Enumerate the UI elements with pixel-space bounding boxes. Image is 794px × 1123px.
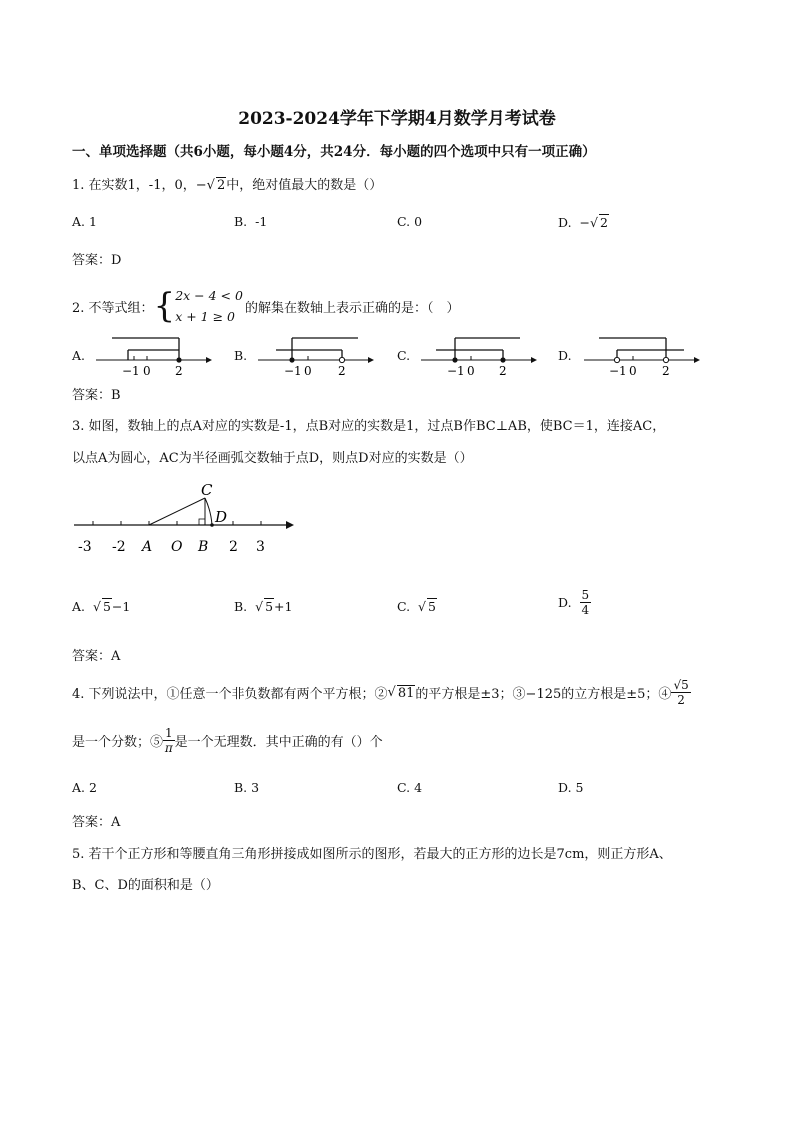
option-tail: +1	[274, 599, 293, 614]
answer-value: A	[111, 649, 121, 664]
option-text: 1	[89, 214, 97, 229]
option-text: 0	[414, 214, 423, 229]
page-title: 2023-2024学年下学期4月数学月考试卷	[238, 109, 556, 129]
option-label: A.	[72, 780, 86, 795]
q5-line-2: B、C、D的面积和是（）	[72, 878, 219, 893]
option-fraction	[580, 588, 592, 617]
option-text: 4	[414, 780, 423, 795]
tick-label: 2	[229, 539, 238, 555]
option-label: A.	[72, 599, 86, 614]
q2-option-a-numberline[interactable]	[96, 338, 212, 378]
point-d-label: D	[215, 508, 228, 526]
q3-option-c[interactable]: C. √ 5	[397, 599, 436, 614]
q4-text-b: 的平方根是±3；③−125的立方根是±5；④	[415, 687, 672, 702]
fraction-denominator: 2	[677, 693, 685, 707]
answer-label: 答案：	[72, 815, 112, 830]
q3-option-b[interactable]: B. √ 5+1	[234, 599, 293, 614]
fraction-denominator: 4	[581, 603, 590, 617]
option-text: -1	[255, 214, 268, 229]
tick-label: 0	[304, 364, 312, 378]
q4-option-c[interactable]	[397, 780, 422, 795]
option-label: C.	[397, 214, 411, 229]
q2-stem-a: 2. 不等式组：	[72, 300, 154, 316]
q2-number-lines	[0, 330, 794, 380]
option-text: 2	[89, 780, 97, 795]
q2-option-c-label: C.	[397, 348, 411, 363]
answer-label: 答案：	[72, 253, 112, 268]
option-label: A.	[72, 214, 86, 229]
q1-answer	[72, 249, 121, 268]
option-text: 5	[575, 780, 584, 795]
option-text: 3	[251, 780, 260, 795]
answer-label: 答案：	[72, 649, 112, 664]
fraction-numerator: √5	[673, 678, 689, 692]
q2-option-c-numberline[interactable]	[421, 338, 537, 378]
option-label: B.	[234, 599, 248, 614]
q4-text-c: 是一个分数；⑤	[72, 735, 164, 750]
option-text: −	[579, 215, 590, 230]
option-sqrt: 2	[599, 215, 608, 230]
q2-stem	[72, 285, 459, 327]
answer-value: D	[111, 253, 122, 268]
q4-answer	[72, 811, 120, 830]
option-label: B.	[234, 780, 248, 795]
tick-label: −1	[447, 364, 465, 378]
q1-neg: −	[195, 178, 207, 193]
option-label: D.	[558, 215, 572, 230]
option-sqrt: 5	[428, 599, 436, 614]
q2-answer	[72, 384, 121, 403]
q5-line-1: 5. 若干个正方形和等腰直角三角形拼接成如图所示的图形，若最大的正方形的边长是7cm，则正方形A、	[72, 847, 672, 862]
q3-answer	[72, 645, 120, 664]
q2-ineq-1: 2x − 4 < 0	[175, 288, 243, 303]
q2-option-b-label: B.	[234, 348, 248, 363]
q2-ineq-2: x + 1 ≥ 0	[175, 309, 235, 324]
point-c-label: C	[201, 481, 213, 499]
q1-stem-b: 中，绝对值最大的数是（）	[226, 178, 383, 193]
q4-line-2	[72, 726, 383, 755]
tick-label: O	[171, 539, 183, 555]
q1-option-b[interactable]	[234, 214, 267, 229]
tick-label: -3	[78, 539, 92, 555]
option-label: C.	[397, 780, 411, 795]
fraction-numerator: 5	[581, 588, 590, 602]
q1-sqrt: 2	[216, 178, 226, 193]
q4-sqrt: 81	[397, 685, 415, 701]
option-label: D.	[558, 780, 572, 795]
fraction-numerator: 1	[165, 726, 173, 740]
tick-label: −1	[284, 364, 302, 378]
answer-value: A	[111, 815, 121, 830]
q1-option-a[interactable]	[72, 214, 97, 229]
tick-label: A	[142, 539, 153, 555]
q2-option-d-label: D.	[558, 348, 572, 363]
brace-icon: {	[153, 286, 176, 326]
q3-option-d[interactable]	[558, 588, 591, 617]
answer-label: 答案：	[72, 388, 112, 403]
q1-option-d[interactable]: D. −√ 2	[558, 215, 608, 230]
tick-label: 0	[143, 364, 151, 378]
q1-stem-a: 1. 在实数1，-1，0，	[72, 178, 196, 193]
option-label: B.	[234, 214, 248, 229]
q2-option-d-numberline[interactable]	[584, 338, 700, 378]
tick-label: 2	[499, 364, 507, 378]
q2-option-a-label: A.	[72, 348, 86, 363]
option-sqrt: 5	[102, 599, 111, 614]
option-label: C.	[397, 599, 411, 614]
tick-label: 2	[175, 364, 183, 378]
q4-option-a[interactable]	[72, 780, 97, 795]
q3-figure	[60, 478, 310, 558]
tick-label: 3	[256, 539, 265, 555]
tick-label: -2	[112, 539, 126, 555]
option-label: D.	[558, 595, 572, 610]
tick-label: 2	[338, 364, 346, 378]
tick-label: 2	[662, 364, 670, 378]
q4-fraction-4	[671, 678, 690, 707]
q4-text-a: 4. 下列说法中，①任意一个非负数都有两个平方根；②	[72, 687, 388, 702]
q4-text-d: 是一个无理数．其中正确的有（）个	[174, 735, 383, 750]
q3-line-1: 3. 如图，数轴上的点A对应的实数是-1，点B对应的实数是1，过点B作BC⊥AB，使BC＝1，连接AC，	[72, 419, 666, 434]
q3-option-a[interactable]: A. √ 5−1	[72, 599, 131, 614]
q4-line-1: 4. 下列说法中，①任意一个非负数都有两个平方根；② √ 81 的平方根是±3；③−125的立方根是±5；④ $\frac{√5}{2}$	[72, 678, 689, 707]
q3-line-2: 以点A为圆心，AC为半径画弧交数轴于点D，则点D对应的实数是（）	[72, 451, 473, 466]
answer-value: B	[111, 388, 121, 403]
tick-label: B	[198, 539, 209, 555]
tick-label: 0	[467, 364, 475, 378]
fraction-denominator: π	[164, 741, 173, 755]
section-heading: 一、单项选择题（共6小题，每小题4分，共24分．每小题的四个选项中只有一项正确）	[72, 144, 596, 160]
q2-option-b-numberline[interactable]	[258, 338, 374, 378]
q4-fraction-5	[163, 726, 175, 755]
q4-option-b[interactable]	[234, 780, 259, 795]
tick-label: −1	[122, 364, 140, 378]
q1-option-c[interactable]	[397, 214, 422, 229]
option-sqrt: 5	[265, 599, 274, 614]
q2-stem-b: 的解集在数轴上表示正确的是：（ ）	[244, 300, 460, 316]
tick-label: 0	[629, 364, 637, 378]
q4-option-d[interactable]	[558, 780, 584, 795]
tick-label: −1	[609, 364, 627, 378]
q1-stem: 1. 在实数1，-1，0，−√ 2中，绝对值最大的数是（）	[72, 178, 383, 193]
option-tail: −1	[111, 599, 131, 614]
